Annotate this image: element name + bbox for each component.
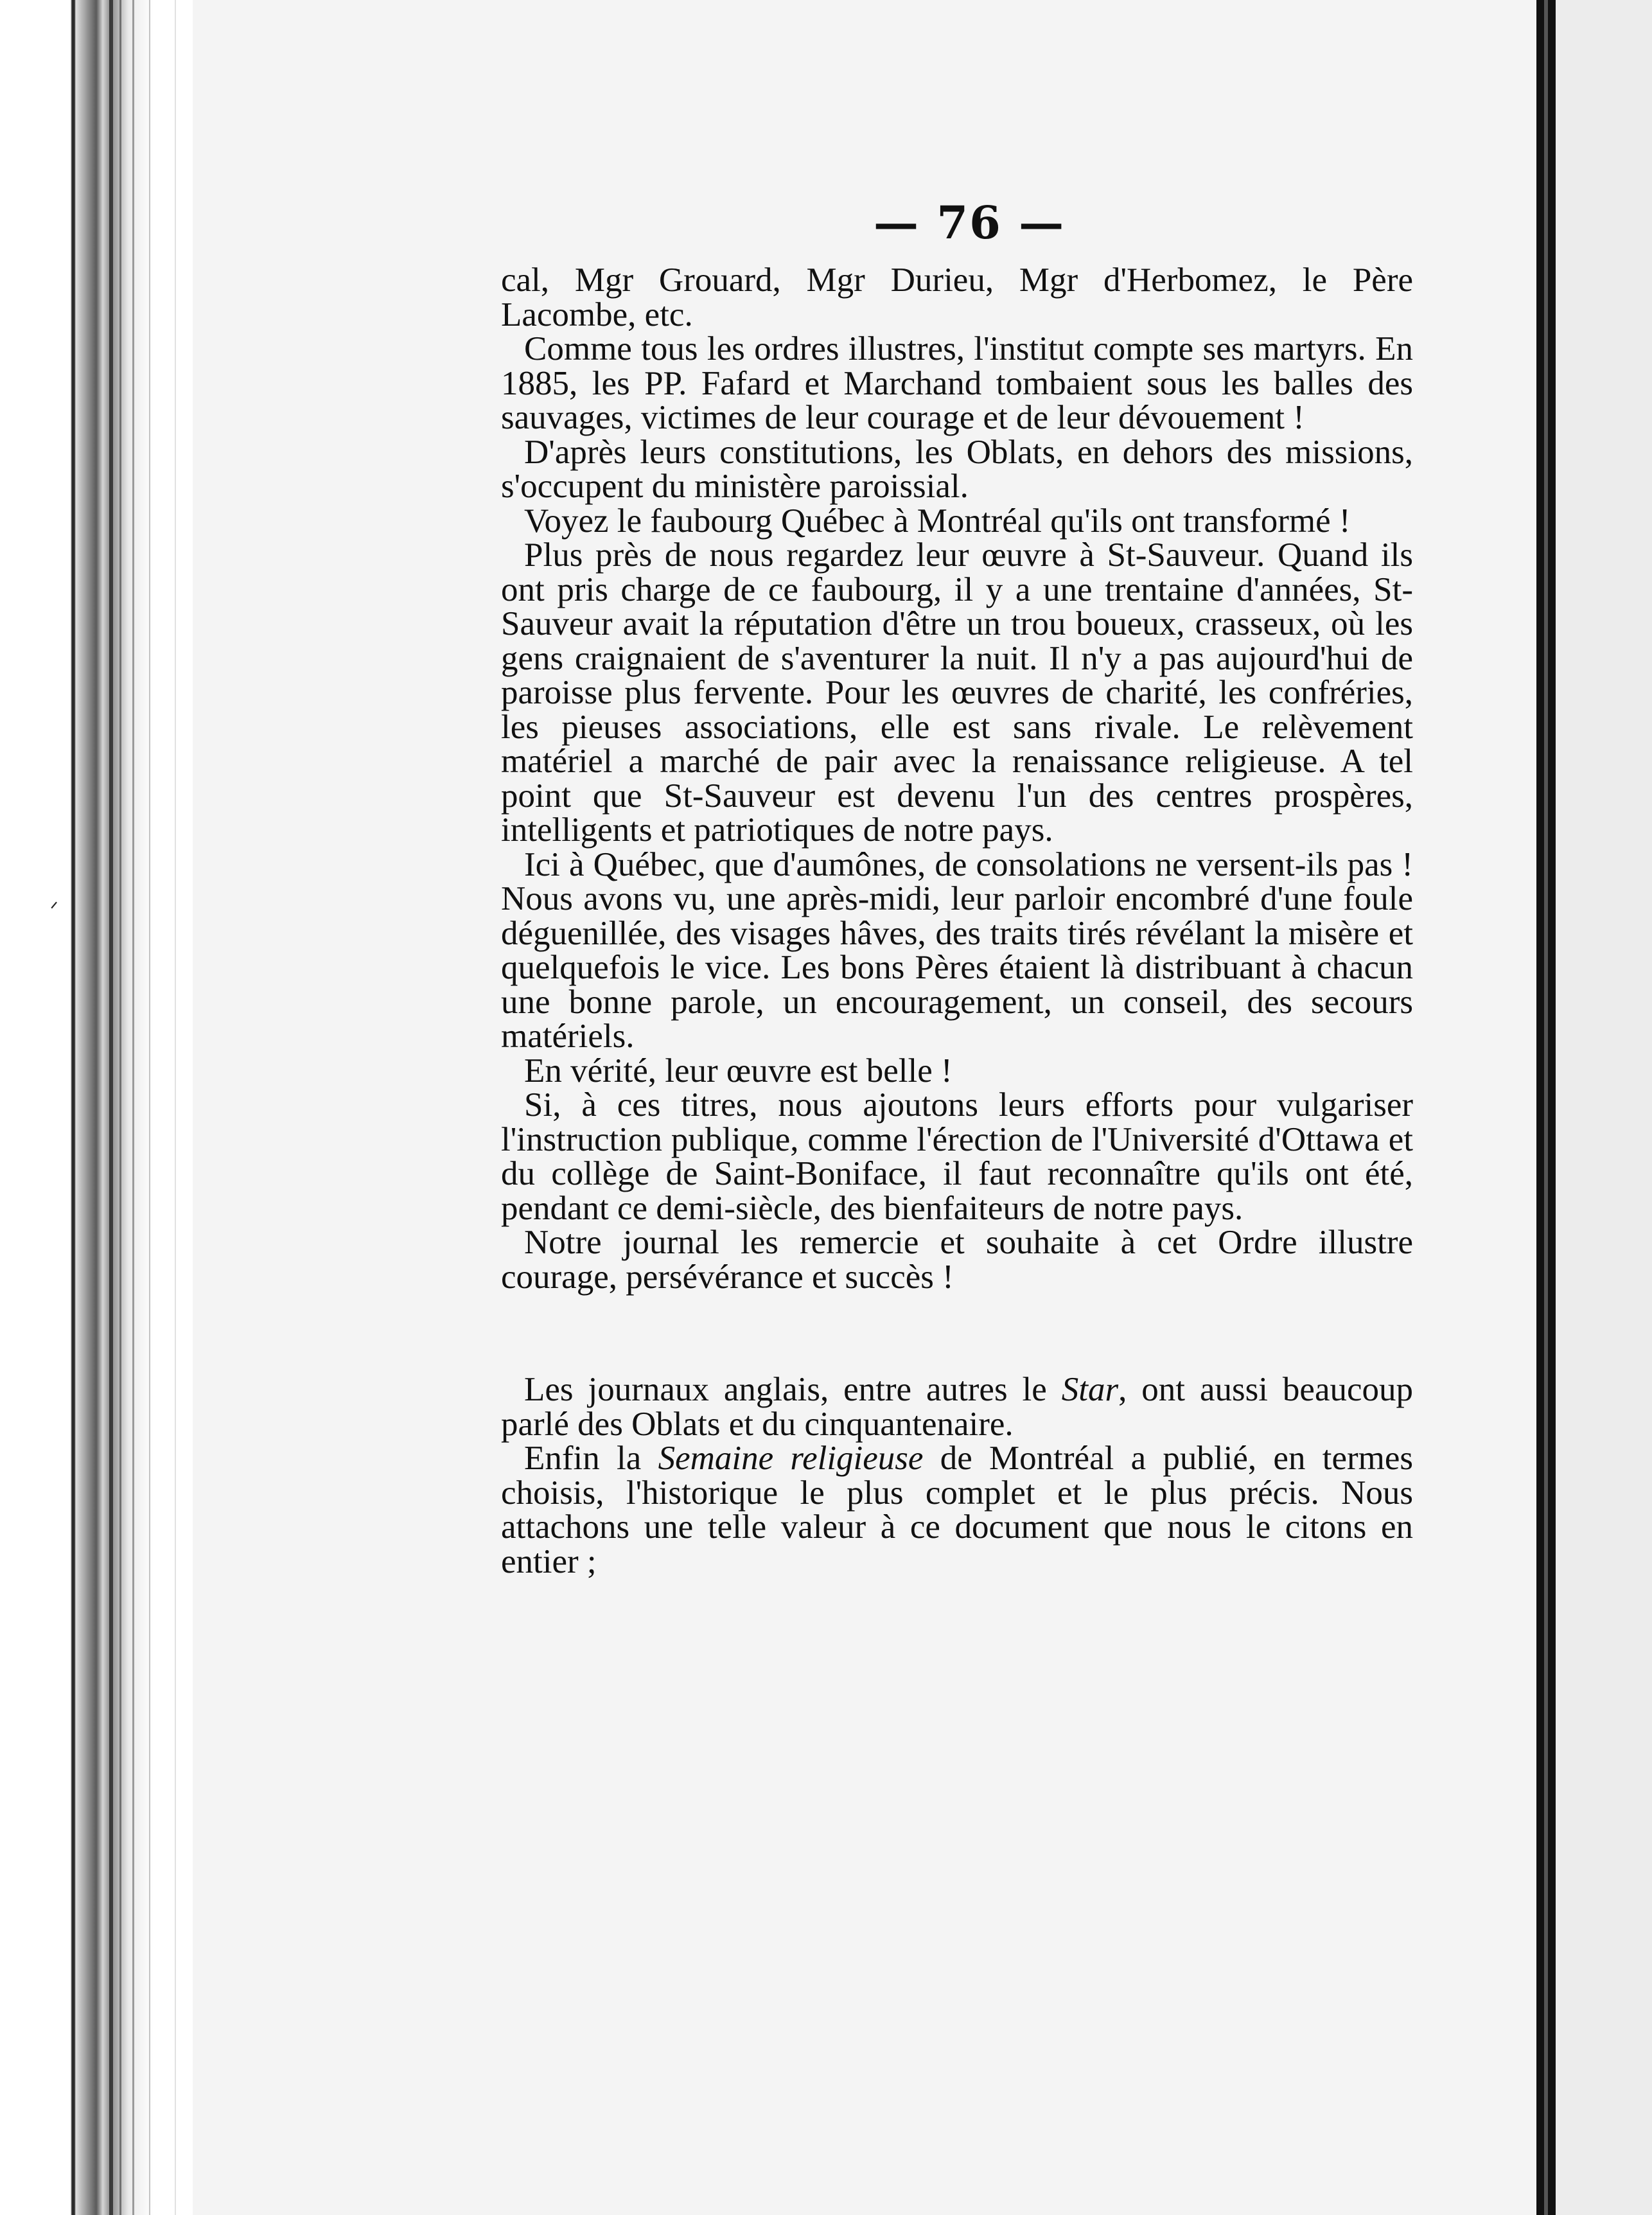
gutter-edge-line	[175, 0, 176, 2215]
gutter-edge-line	[132, 0, 134, 2215]
paragraph	[501, 1442, 1413, 1579]
text-run: Enfin la	[524, 1440, 658, 1477]
paragraph: Ici à Québec, que d'aumônes, de consolations ne versent-ils pas ! Nous avons vu, une après-midi, leur parloir encombré d'une foule déguenillée, des visages hâves, des traits tirés révélant la misère et quelquefois le vice. Les bons Pères étaient là distribuant à chacun une bonne parole, un encouragement, un conseil, des secours matériels.	[501, 845, 1413, 1055]
gutter-edge-line	[149, 0, 150, 2215]
text-run: , ont aussi beaucoup parlé des Oblats et du cinquantenaire.	[501, 1371, 1413, 1443]
paragraph	[501, 1373, 1413, 1442]
italic-title: Semaine religieuse	[658, 1440, 924, 1477]
body-text	[501, 263, 1413, 1579]
paragraph: D'après leurs constitutions, les Oblats, en dehors des missions, s'occupent du ministère paroissial.	[501, 433, 1413, 505]
book-gutter	[0, 0, 193, 2215]
paragraph: Voyez le faubourg Québec à Montréal qu'ils ont transformé !	[524, 502, 1351, 540]
paragraph: Notre journal les remercie et souhaite à cet Ordre illustre courage, persévérance et succès !	[501, 1224, 1413, 1296]
paragraph: En vérité, leur œuvre est belle !	[524, 1052, 953, 1090]
gutter-edge-line	[109, 0, 113, 2215]
paragraph: Comme tous les ordres illustres, l'institut compte ses martyrs. En 1885, les PP. Fafard et Marchand tombaient sous les balles des sauvages, victimes de leur courage et de leur dévouement !	[501, 330, 1413, 436]
paragraph: cal, Mgr Grouard, Mgr Durieu, Mgr d'Herbomez, le Père Lacombe, etc.	[501, 261, 1413, 333]
scan-right-strip	[1556, 0, 1652, 2215]
paragraph: Plus près de nous regardez leur œuvre à St-Sauveur. Quand ils ont pris charge de ce faubourg, il y a une trentaine d'années, St-Sauveur avait la réputation d'être un trou boueux, crasseux, où les gens craignaient de s'aventurer la nuit. Il n'y a pas aujourd'hui de paroisse plus fervente. Pour les œuvres de charité, les confréries, les pieuses associations, elle est sans rivale. Le relèvement matériel a marché de pair avec la renaissance religieuse. A tel point que St-Sauveur est devenu l'un des centres prospères, intelligents et patriotiques de notre pays.	[501, 536, 1413, 849]
page-right-border-inner	[1544, 0, 1548, 2215]
text-run: de Montréal a publié, en termes choisis, l'historique le plus complet et le plus précis. Nous attachons une telle valeur à ce document que nous le citons en entier ;	[501, 1440, 1414, 1580]
gutter-edge-line	[119, 0, 121, 2215]
paragraph: Si, à ces titres, nous ajoutons leurs efforts pour vulgariser l'instruction publique, comme l'érection de l'Université d'Ottawa et du collège de Saint-Boniface, il faut reconnaître qu'ils ont été, pendant ce demi-siècle, des bienfaiteurs de notre pays.	[501, 1086, 1413, 1227]
italic-title: Star	[1061, 1371, 1119, 1408]
margin-mark: ᐟ	[50, 898, 58, 921]
page-number: — 76 —	[874, 196, 1066, 249]
text-run: Les journaux anglais, entre autres le	[524, 1371, 1062, 1408]
